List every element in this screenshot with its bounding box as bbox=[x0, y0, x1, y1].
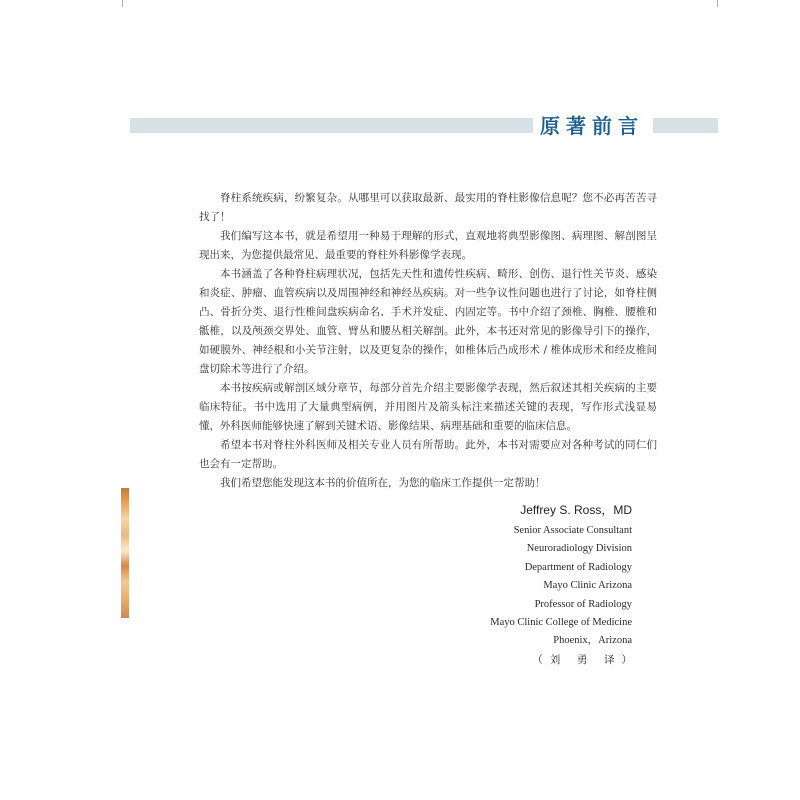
paragraph-5: 希望本书对脊柱外科医师及相关专业人员有所帮助。此外，本书对需要应对各种考试的同仁们也会有一定帮助。 bbox=[199, 439, 657, 470]
author-title-line: Senior Associate Consultant bbox=[513, 525, 632, 536]
author-institution-line: Mayo Clinic Arizona bbox=[543, 580, 632, 592]
author-name: Jeffrey S. Ross，MD bbox=[520, 503, 632, 517]
translator-credit: （刘 勇 译） bbox=[532, 654, 639, 666]
author-department-line: Department of Radiology bbox=[524, 561, 632, 573]
signature-block bbox=[490, 500, 639, 670]
preface-body bbox=[199, 189, 657, 493]
author-college-line: Mayo Clinic College of Medicine bbox=[490, 617, 632, 629]
author-division-line: Neuroradiology Division bbox=[526, 543, 632, 555]
paragraph-1: 脊柱系统疾病，纷繁复杂。从哪里可以获取最新、最实用的脊柱影像信息呢？您不必再苦苦寻找了！ bbox=[199, 192, 657, 223]
paragraph-6: 我们希望您能发现这本书的价值所在，为您的临床工作提供一定帮助！ bbox=[220, 477, 546, 489]
paragraph-4: 本书按疾病或解剖区域分章节，每部分首先介绍主要影像学表现，然后叙述其相关疾病的主要临床特征。书中选用了大量典型病例，并用图片及箭头标注来描述关键的表现，写作形式浅显易懂，外科医师能够快速了解到关键术语、影像结果、病理基础和重要的临床信息。 bbox=[199, 382, 657, 432]
page-title: 原著前言 bbox=[540, 114, 644, 138]
paragraph-3: 本书涵盖了各种脊柱病理状况，包括先天性和遗传性疾病、畸形、创伤、退行性关节炎、感染和炎症、肿瘤、血管疾病以及周围神经和神经丛疾病。对一些争议性问题也进行了讨论，如脊柱侧凸、骨折分类、退行性椎间盘疾病命名、手术并发症、内固定等。书中介绍了颈椎、胸椎、腰椎和骶椎，以及颅颈交界处、血管、臂丛和腰丛相关解剖。此外，本书还对常见的影像导引下的操作，如硬膜外、神经根和小关节注射，以及更复杂的操作，如椎体后凸成形术 / 椎体成形术和经皮椎间盘切除术等进行了介绍。 bbox=[199, 268, 657, 375]
author-location-line: Phoenix，Arizona bbox=[553, 635, 632, 647]
author-professor-line: Professor of Radiology bbox=[534, 598, 632, 610]
crop-mark-right bbox=[717, 0, 718, 7]
side-image-strip bbox=[121, 488, 129, 618]
crop-mark-left bbox=[122, 0, 123, 7]
paragraph-2: 我们编写这本书，就是希望用一种易于理解的形式，直观地将典型影像图、病理图、解剖图呈现出来，为您提供最常见、最重要的脊柱外科影像学表现。 bbox=[199, 230, 657, 261]
